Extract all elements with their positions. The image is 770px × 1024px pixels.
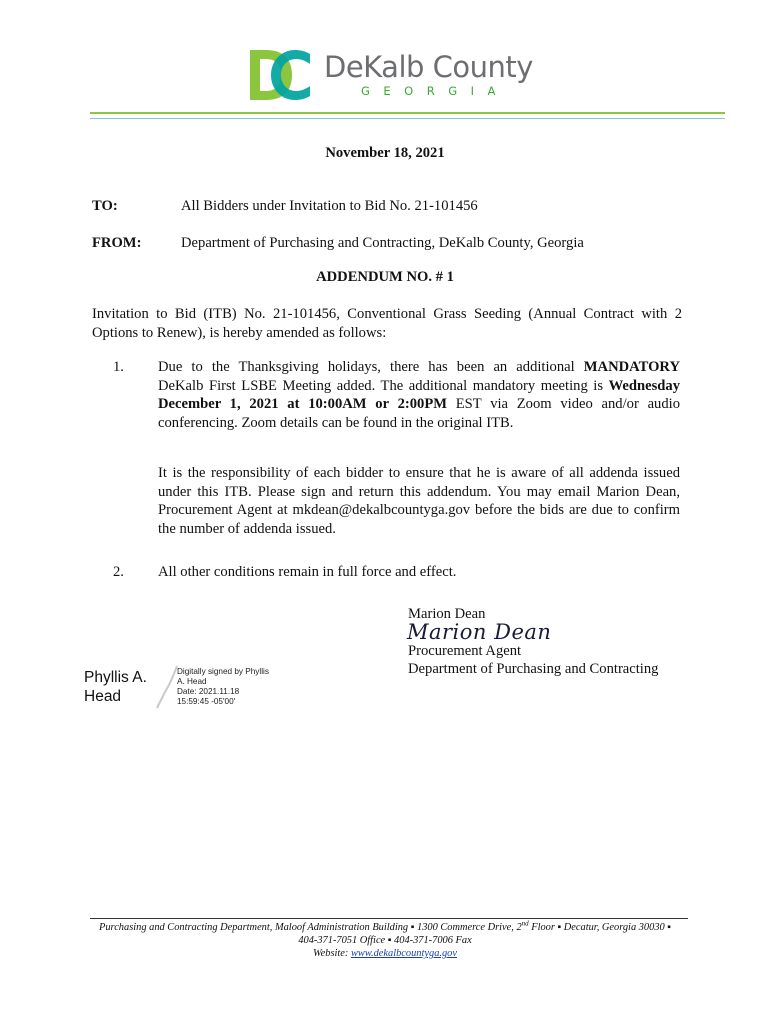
- digital-signature-name-line: Phyllis A.: [84, 669, 147, 686]
- from-label: FROM:: [92, 235, 142, 251]
- meeting-day-emphasis: Wednesday: [608, 377, 680, 394]
- footer-website-label: Website:: [312, 948, 351, 959]
- item-1-line: [158, 377, 680, 396]
- digital-signature-details: [177, 667, 269, 707]
- header-divider-green: [90, 112, 725, 114]
- intro-line: Invitation to Bid (ITB) No. 21-101456, Conventional Grass Seeding (Annual Contract with 2: [92, 306, 682, 322]
- item-1-number: 1.: [113, 359, 124, 375]
- intro-line: Options to Renew), is hereby amended as follows:: [92, 324, 387, 341]
- item-1-text: [158, 358, 680, 432]
- footer-line: [0, 921, 770, 934]
- footer-text: Purchasing and Contracting Department, Maloof Administration Building ▪ 1300 Commerce Drive, 2: [99, 922, 522, 933]
- digital-signature-name: [84, 668, 147, 706]
- intro-paragraph: [92, 305, 682, 342]
- para-line: under this ITB. Please sign and return this addendum. You may email Marion Dean,: [158, 483, 680, 500]
- responsibility-paragraph: [158, 464, 680, 538]
- footer-line: 404-371-7051 Office ▪ 404-371-7006 Fax: [298, 935, 472, 946]
- digital-signature-name-line: Head: [84, 688, 122, 705]
- to-recipients: All Bidders under Invitation to Bid No. 21-101456: [181, 198, 478, 214]
- signer-department: Department of Purchasing and Contracting: [408, 661, 659, 677]
- addendum-title: ADDENDUM NO. # 1: [316, 269, 454, 285]
- signer-name: Marion Dean: [408, 606, 486, 622]
- item-2-text: All other conditions remain in full force and effect.: [158, 564, 457, 580]
- footer-address: [0, 921, 770, 960]
- footer-line: [0, 947, 770, 960]
- website-link[interactable]: www.dekalbcountyga.gov: [350, 948, 457, 959]
- footer-superscript: nd: [521, 919, 529, 928]
- item-1-text-span: Due to the Thanksgiving holidays, there has been an additional: [158, 359, 575, 375]
- handwritten-signature: Marion Dean: [407, 620, 552, 644]
- dekalb-dc-logo-icon: [250, 50, 312, 100]
- memo-date: November 18, 2021: [325, 145, 445, 161]
- logo-county-name: DeKalb County: [324, 50, 533, 84]
- from-sender: Department of Purchasing and Contracting, DeKalb County, Georgia: [181, 235, 584, 251]
- item-1-line: [158, 358, 680, 377]
- item-2-number: 2.: [113, 564, 124, 580]
- para-line: Procurement Agent at mkdean@dekalbcountyga.gov before the bids are due to confirm: [158, 502, 680, 519]
- item-1-line: [158, 395, 680, 414]
- footer-text: Floor ▪ Decatur, Georgia 30030 ▪: [528, 922, 671, 933]
- item-1-text-span: DeKalb First LSBE Meeting added. The additional mandatory meeting is: [158, 377, 604, 394]
- digital-signature-detail-line: Date: 2021.11.18: [177, 687, 240, 696]
- digital-signature-stroke-icon: [150, 664, 180, 710]
- mandatory-emphasis: MANDATORY: [583, 359, 680, 375]
- digital-signature-detail-line: Digitally signed by Phyllis: [177, 667, 269, 676]
- item-1-text-span: EST via Zoom video and/or audio: [455, 396, 680, 413]
- para-line: It is the responsibility of each bidder to ensure that he is aware of all addenda issued: [158, 465, 680, 481]
- item-1-line: conferencing. Zoom details can be found in the original ITB.: [158, 414, 514, 431]
- para-line: the number of addenda issued.: [158, 520, 336, 537]
- logo-state-name: GEORGIA: [361, 84, 509, 98]
- header-divider-teal: [90, 118, 725, 119]
- digital-signature-detail-line: 15:59:45 -05'00': [177, 697, 236, 706]
- signer-title: Procurement Agent: [408, 643, 522, 659]
- footer-divider: [90, 918, 688, 919]
- digital-signature-detail-line: A. Head: [177, 677, 207, 686]
- to-label: TO:: [92, 198, 118, 214]
- meeting-datetime-emphasis: December 1, 2021 at 10:00AM or 2:00PM: [158, 396, 448, 413]
